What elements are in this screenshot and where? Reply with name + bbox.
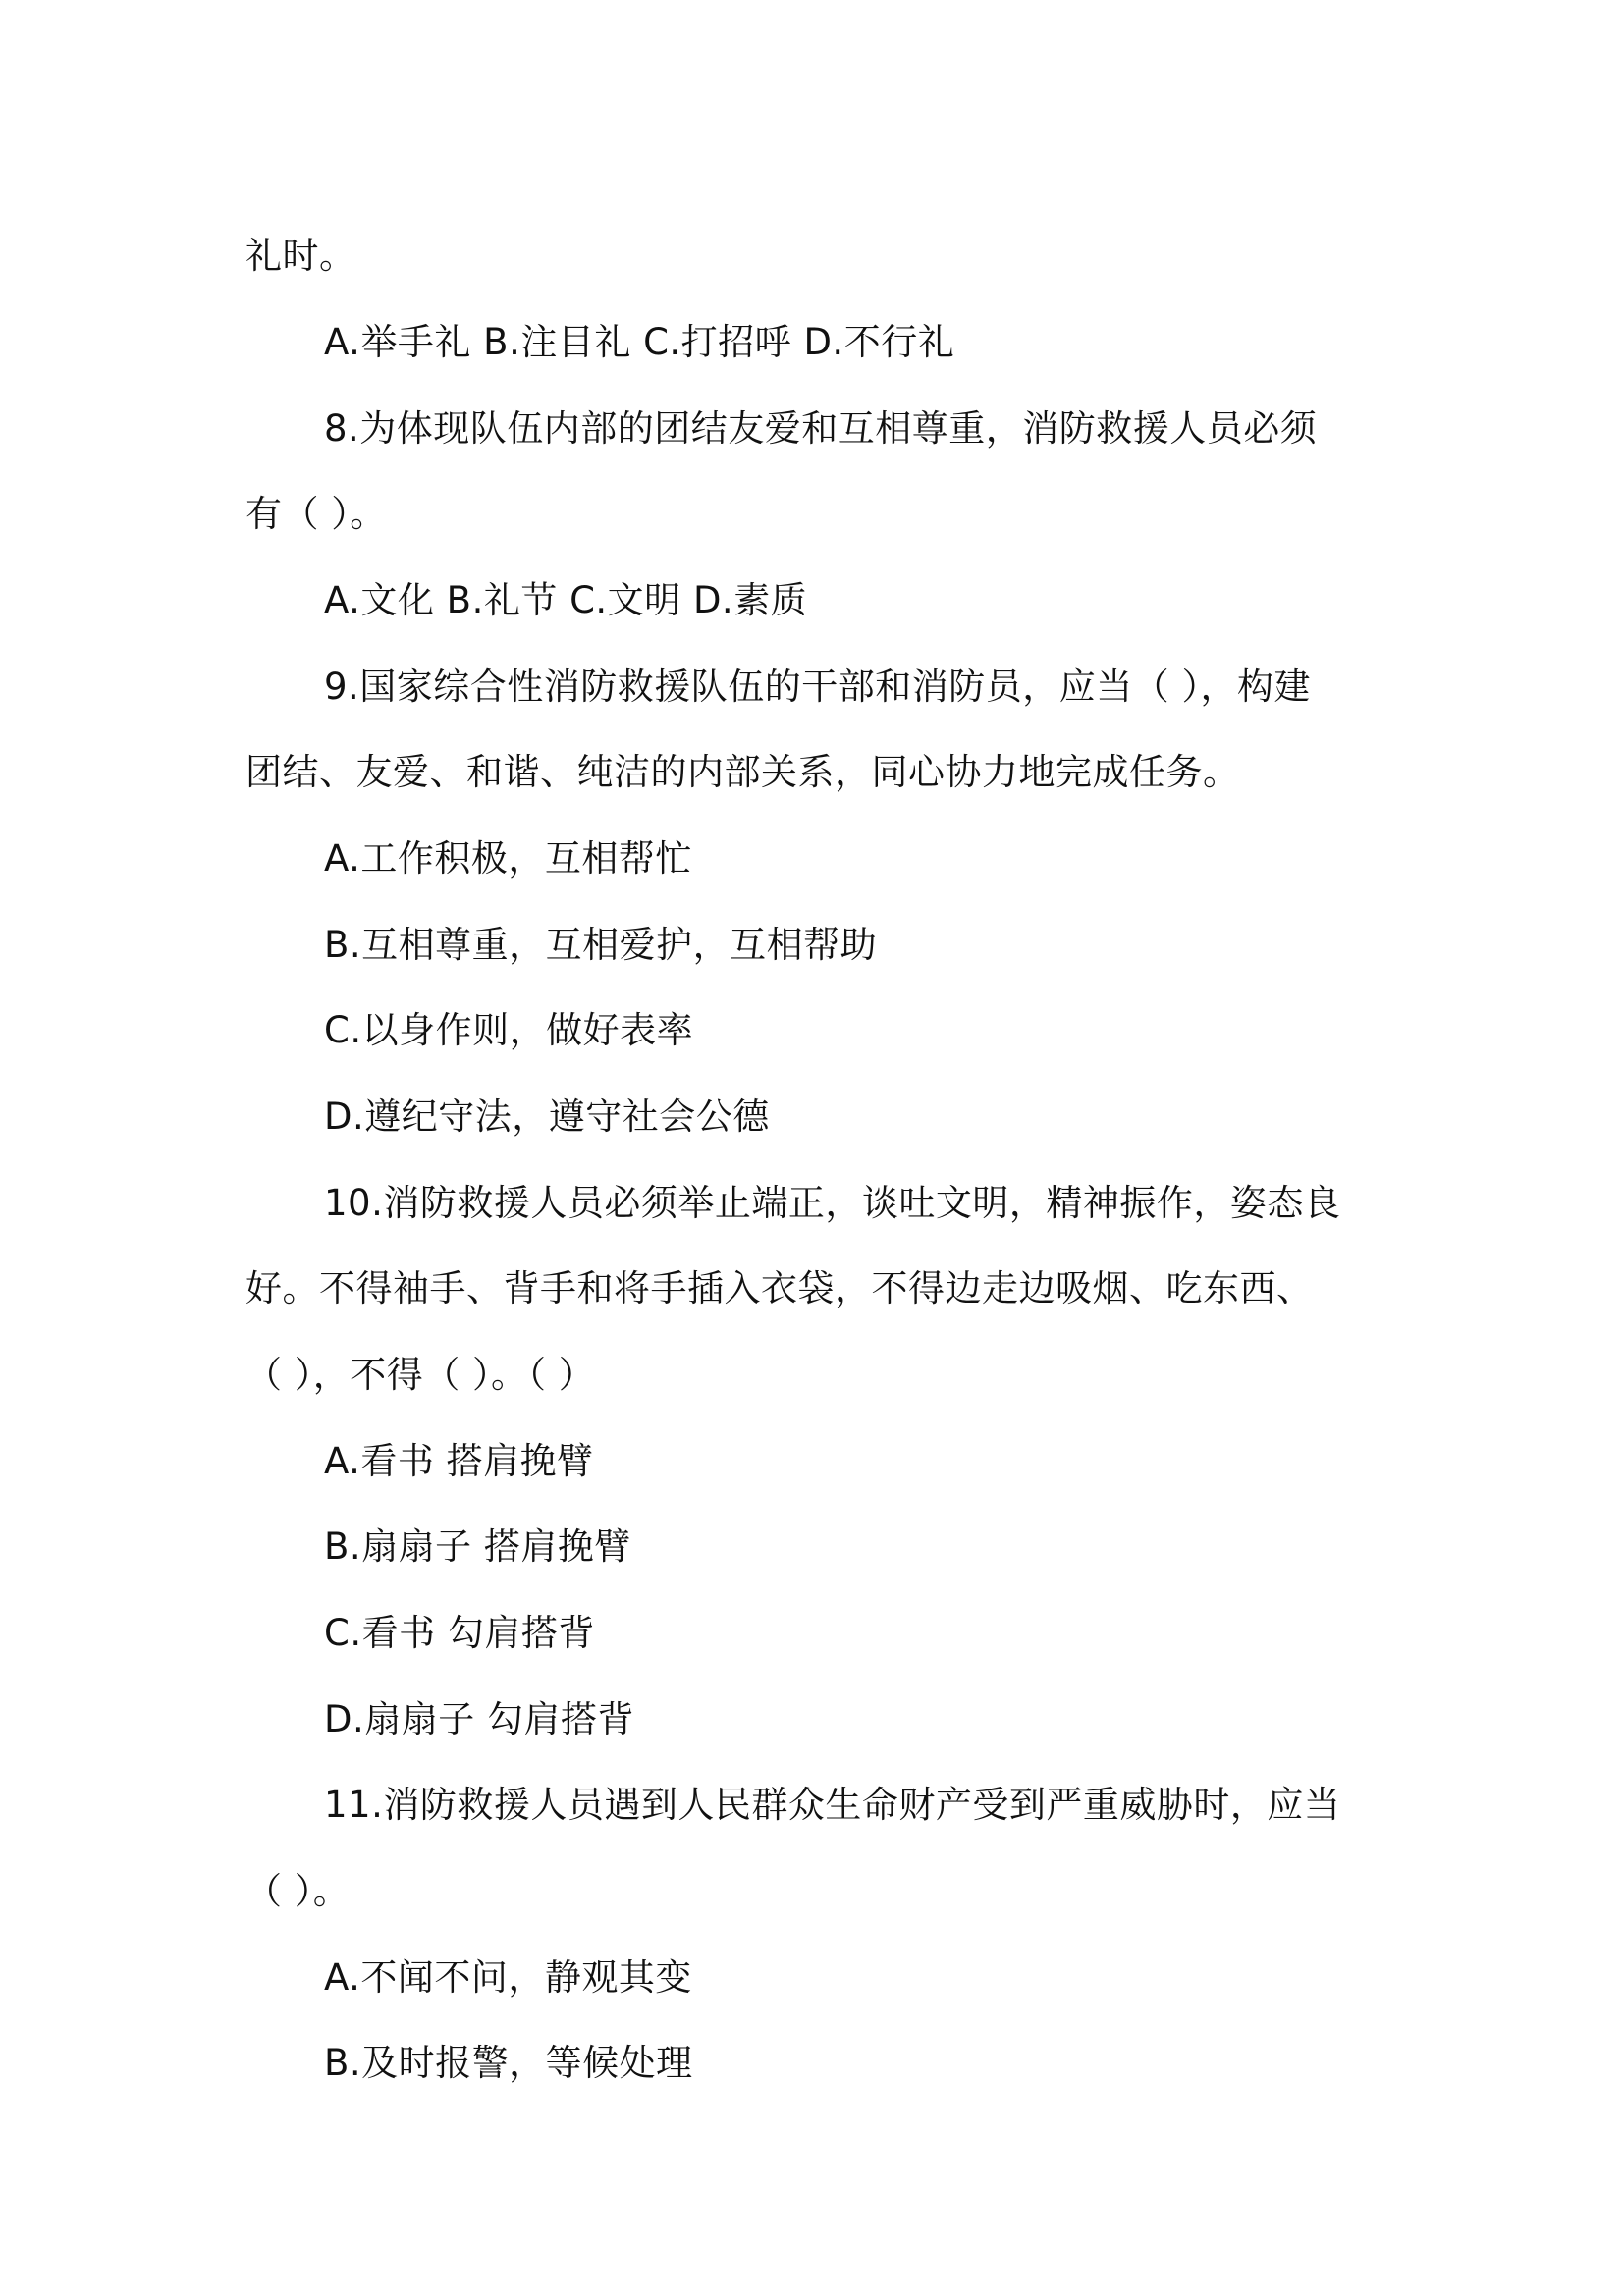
q11-option-b: B.及时报警，等候处理 bbox=[324, 2042, 693, 2084]
text-line-continuation: 礼时。 bbox=[245, 235, 356, 277]
q11-stem-line-1: 11.消防救援人员遇到人民群众生命财产受到严重威胁时，应当 bbox=[324, 1784, 1341, 1826]
q9-option-d: D.遵纪守法，遵守社会公德 bbox=[324, 1095, 770, 1138]
q10-stem-line-3: （ ），不得（ ）。（ ） bbox=[245, 1354, 596, 1396]
q7-options: A.举手礼 B.注目礼 C.打招呼 D.不行礼 bbox=[324, 321, 955, 363]
q10-option-b: B.扇扇子 搭肩挽臂 bbox=[324, 1525, 631, 1568]
q8-stem-line-1: 8.为体现队伍内部的团结友爱和互相尊重，消防救援人员必须 bbox=[324, 407, 1318, 450]
q11-option-a: A.不闻不问，静观其变 bbox=[324, 1956, 692, 1999]
q9-stem-line-2: 团结、友爱、和谐、纯洁的内部关系，同心协力地完成任务。 bbox=[245, 751, 1240, 793]
q10-option-c: C.看书 勾肩搭背 bbox=[324, 1612, 595, 1654]
q9-option-c: C.以身作则，做好表率 bbox=[324, 1009, 694, 1051]
q9-option-b: B.互相尊重，互相爱护，互相帮助 bbox=[324, 924, 878, 966]
q9-option-a: A.工作积极，互相帮忙 bbox=[324, 837, 692, 880]
q10-option-a: A.看书 搭肩挽臂 bbox=[324, 1440, 594, 1482]
q10-option-d: D.扇扇子 勾肩搭背 bbox=[324, 1698, 635, 1740]
q8-options: A.文化 B.礼节 C.文明 D.素质 bbox=[324, 579, 808, 621]
q8-stem-line-2: 有（ ）。 bbox=[245, 493, 387, 535]
q11-stem-line-2: （ ）。 bbox=[245, 1870, 351, 1912]
q9-stem-line-1: 9.国家综合性消防救援队伍的干部和消防员，应当（ ），构建 bbox=[324, 666, 1312, 708]
q10-stem-line-2: 好。不得袖手、背手和将手插入衣袋，不得边走边吸烟、吃东西、 bbox=[245, 1267, 1314, 1309]
q10-stem-line-1: 10.消防救援人员必须举止端正，谈吐文明，精神振作，姿态良 bbox=[324, 1182, 1341, 1224]
